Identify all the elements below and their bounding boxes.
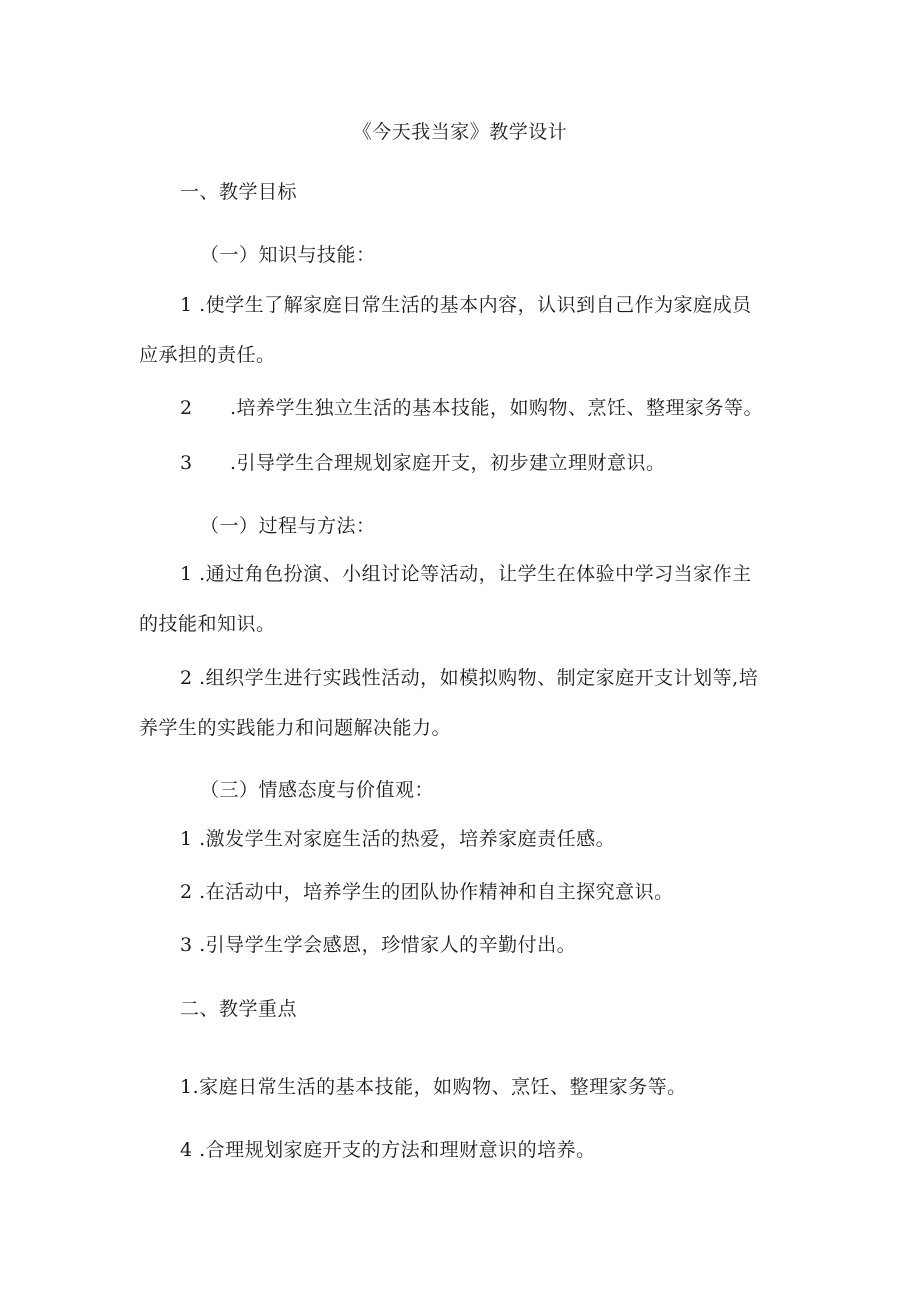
sub1-item1-line2: 应承担的责任。	[139, 344, 276, 366]
sub3-item1	[180, 827, 615, 851]
item-text: .通过角色扮演、小组讨论等活动，让学生在体验中学习当家作主	[192, 563, 752, 585]
item-number: 2	[180, 397, 193, 419]
document-title: 《今天我当家》教学设计	[352, 121, 568, 143]
sub3-heading: （三）情感态度与价值观：	[200, 779, 435, 801]
sub3-item3	[180, 933, 576, 957]
item-text: .组织学生进行实践性活动，如模拟购物、制定家庭开支计划等,培	[192, 667, 759, 689]
item-text: .引导学生学会感恩，珍惜家人的辛勤付出。	[192, 934, 577, 956]
item-text: .合理规划家庭开支的方法和理财意识的培养。	[192, 1139, 596, 1161]
item-number: 3	[180, 934, 193, 956]
sub3-item2	[180, 880, 674, 904]
item-number: 2	[180, 667, 193, 689]
item-text: .引导学生合理规划家庭开支，初步建立理财意识。	[230, 452, 666, 474]
item-number: 1	[180, 294, 193, 316]
item-text: .使学生了解家庭日常生活的基本内容，认识到自己作为家庭成员	[192, 294, 752, 316]
item-text: .在活动中，培养学生的团队协作精神和自主探究意识。	[192, 881, 674, 903]
section2-item1: 1.家庭日常生活的基本技能，如购物、烹饪、整理家务等。	[180, 1076, 687, 1098]
item-text: .培养学生独立生活的基本技能，如购物、烹饪、整理家务等。	[230, 397, 764, 419]
item-number: 2	[180, 881, 193, 903]
section2-item2	[180, 1138, 596, 1162]
item-text: .激发学生对家庭生活的热爱，培养家庭责任感。	[192, 828, 616, 850]
item-number: 1	[180, 563, 193, 585]
item-number: 4	[180, 1139, 193, 1161]
sub1-item1-line1	[180, 293, 752, 317]
sub1-heading: （一）知识与技能：	[200, 244, 376, 266]
sub1-item2	[180, 396, 763, 420]
sub1-item3	[180, 451, 666, 475]
sub2-item1-line2: 的技能和知识。	[139, 613, 276, 635]
sub2-heading: （一）过程与方法：	[200, 515, 376, 537]
sub2-item1-line1	[180, 562, 752, 586]
sub2-item2-line1	[180, 666, 758, 690]
section1-heading: 一、教学目标	[180, 181, 298, 203]
sub2-item2-line2: 养学生的实践能力和问题解决能力。	[139, 717, 452, 739]
item-number: 3	[180, 452, 193, 474]
section2-heading: 二、教学重点	[180, 998, 298, 1020]
item-number: 1	[180, 828, 193, 850]
